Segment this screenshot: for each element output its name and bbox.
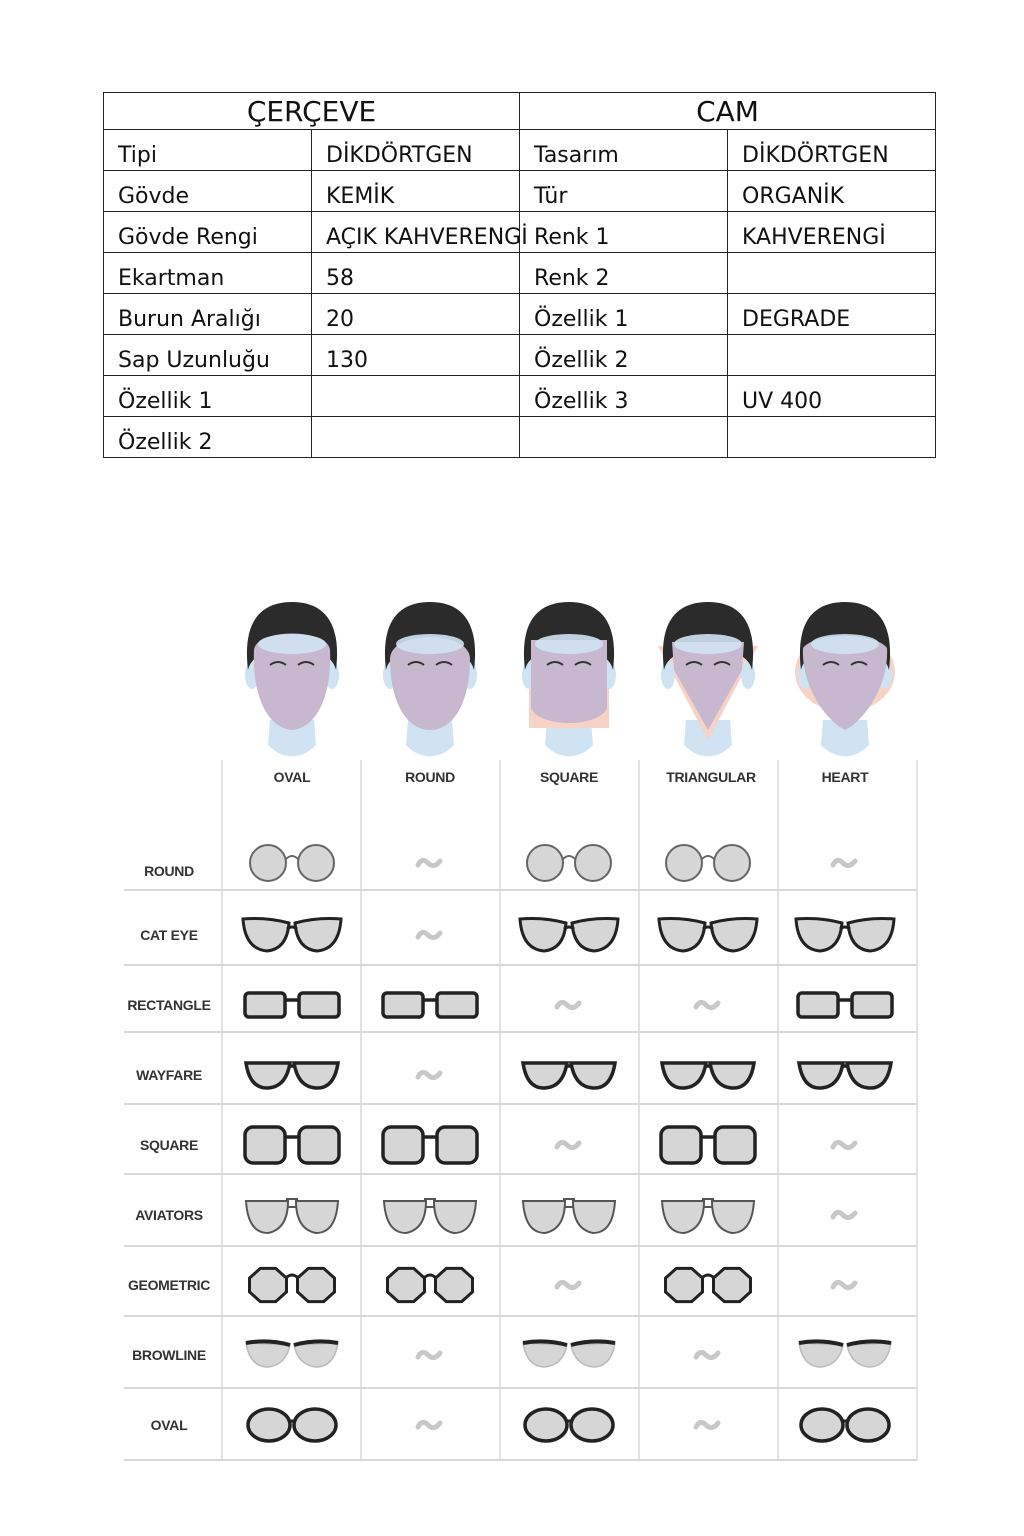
round-face-icon xyxy=(383,602,477,756)
cat-eye-glasses-icon xyxy=(520,919,618,952)
frame-label: Özellik 2 xyxy=(104,417,312,458)
triangular-face-icon xyxy=(658,602,758,756)
face-shape-label: TRIANGULAR xyxy=(666,769,756,785)
not-recommended-icon xyxy=(557,1282,579,1287)
square-face-icon xyxy=(522,602,616,756)
face-shape-label: HEART xyxy=(821,769,869,785)
spec-header-row xyxy=(104,93,936,130)
wayfarer-glasses-icon xyxy=(799,1063,891,1088)
frame-style-label: AVIATORS xyxy=(135,1207,203,1223)
not-recommended-icon xyxy=(833,860,855,865)
heart-face-icon xyxy=(795,602,895,756)
lens-label: Özellik 3 xyxy=(520,376,728,417)
spec-table xyxy=(103,92,936,458)
face-shape-chart xyxy=(0,580,1024,1480)
round-glasses-icon xyxy=(250,845,334,881)
geometric-glasses-icon xyxy=(666,1268,751,1301)
frame-style-label: CAT EYE xyxy=(140,927,198,943)
frame-style-label: RECTANGLE xyxy=(127,997,211,1013)
lens-value xyxy=(728,335,936,376)
cat-eye-glasses-icon xyxy=(659,919,757,952)
face-shape-label: ROUND xyxy=(405,769,455,785)
frame-style-label: WAYFARE xyxy=(136,1067,202,1083)
frame-label: Özellik 1 xyxy=(104,376,312,417)
spec-row xyxy=(104,417,936,458)
not-recommended-icon xyxy=(418,860,440,865)
oval-face-icon xyxy=(245,602,339,756)
rectangle-glasses-icon xyxy=(798,993,892,1017)
spec-row xyxy=(104,253,936,294)
spec-row xyxy=(104,130,936,171)
not-recommended-icon xyxy=(833,1212,855,1217)
wayfarer-glasses-icon xyxy=(662,1063,754,1088)
lens-label: Tür xyxy=(520,171,728,212)
browline-glasses-icon xyxy=(523,1341,615,1367)
not-recommended-icon xyxy=(696,1422,718,1427)
lens-label: Özellik 1 xyxy=(520,294,728,335)
not-recommended-icon xyxy=(833,1282,855,1287)
frame-value: DİKDÖRTGEN xyxy=(312,130,520,171)
frame-style-label: ROUND xyxy=(144,863,194,879)
frame-label: Tipi xyxy=(104,130,312,171)
aviator-glasses-icon xyxy=(384,1199,476,1233)
browline-glasses-icon xyxy=(799,1341,891,1367)
frame-label: Ekartman xyxy=(104,253,312,294)
aviator-glasses-icon xyxy=(523,1199,615,1233)
not-recommended-icon xyxy=(418,1072,440,1077)
frame-label: Gövde xyxy=(104,171,312,212)
square-glasses-icon xyxy=(245,1127,339,1163)
lens-label xyxy=(520,417,728,458)
lens-value: KAHVERENGİ xyxy=(728,212,936,253)
not-recommended-icon xyxy=(557,1002,579,1007)
lens-label: Özellik 2 xyxy=(520,335,728,376)
geometric-glasses-icon xyxy=(388,1268,473,1301)
lens-value: UV 400 xyxy=(728,376,936,417)
frame-value: 58 xyxy=(312,253,520,294)
not-recommended-icon xyxy=(418,932,440,937)
cat-eye-glasses-icon xyxy=(796,919,894,952)
face-shape-label: OVAL xyxy=(273,769,311,785)
square-glasses-icon xyxy=(661,1127,755,1163)
frame-label: Burun Aralığı xyxy=(104,294,312,335)
oval-glasses-icon xyxy=(248,1409,336,1441)
round-glasses-icon xyxy=(527,845,611,881)
browline-glasses-icon xyxy=(246,1341,338,1367)
square-glasses-icon xyxy=(383,1127,477,1163)
spec-row xyxy=(104,294,936,335)
not-recommended-icon xyxy=(696,1352,718,1357)
cat-eye-glasses-icon xyxy=(243,919,341,952)
rectangle-glasses-icon xyxy=(383,993,477,1017)
oval-glasses-icon xyxy=(525,1409,613,1441)
frame-value: 20 xyxy=(312,294,520,335)
not-recommended-icon xyxy=(418,1352,440,1357)
lens-label: Renk 1 xyxy=(520,212,728,253)
frame-header: ÇERÇEVE xyxy=(104,93,520,130)
lens-label: Renk 2 xyxy=(520,253,728,294)
oval-glasses-icon xyxy=(801,1409,889,1441)
frame-value: AÇIK KAHVERENGİ xyxy=(312,212,520,253)
frame-style-label: BROWLINE xyxy=(132,1347,206,1363)
not-recommended-icon xyxy=(696,1002,718,1007)
frame-style-label: SQUARE xyxy=(139,1137,199,1153)
aviator-glasses-icon xyxy=(662,1199,754,1233)
wayfarer-glasses-icon xyxy=(246,1063,338,1088)
lens-value: DİKDÖRTGEN xyxy=(728,130,936,171)
lens-value: DEGRADE xyxy=(728,294,936,335)
not-recommended-icon xyxy=(418,1422,440,1427)
aviator-glasses-icon xyxy=(246,1199,338,1233)
spec-row xyxy=(104,212,936,253)
lens-value xyxy=(728,253,936,294)
frame-style-label: GEOMETRIC xyxy=(127,1277,211,1293)
geometric-glasses-icon xyxy=(250,1268,335,1301)
rectangle-glasses-icon xyxy=(245,993,339,1017)
lens-header: CAM xyxy=(520,93,936,130)
face-shape-label: SQUARE xyxy=(539,769,599,785)
spec-row xyxy=(104,171,936,212)
frame-value xyxy=(312,417,520,458)
not-recommended-icon xyxy=(557,1142,579,1147)
frame-style-label: OVAL xyxy=(150,1417,188,1433)
lens-label: Tasarım xyxy=(520,130,728,171)
round-glasses-icon xyxy=(666,845,750,881)
frame-label: Sap Uzunluğu xyxy=(104,335,312,376)
spec-row xyxy=(104,376,936,417)
spec-row xyxy=(104,335,936,376)
frame-value: KEMİK xyxy=(312,171,520,212)
frame-label: Gövde Rengi xyxy=(104,212,312,253)
frame-value xyxy=(312,376,520,417)
lens-value xyxy=(728,417,936,458)
not-recommended-icon xyxy=(833,1142,855,1147)
lens-value: ORGANİK xyxy=(728,171,936,212)
wayfarer-glasses-icon xyxy=(523,1063,615,1088)
frame-value: 130 xyxy=(312,335,520,376)
